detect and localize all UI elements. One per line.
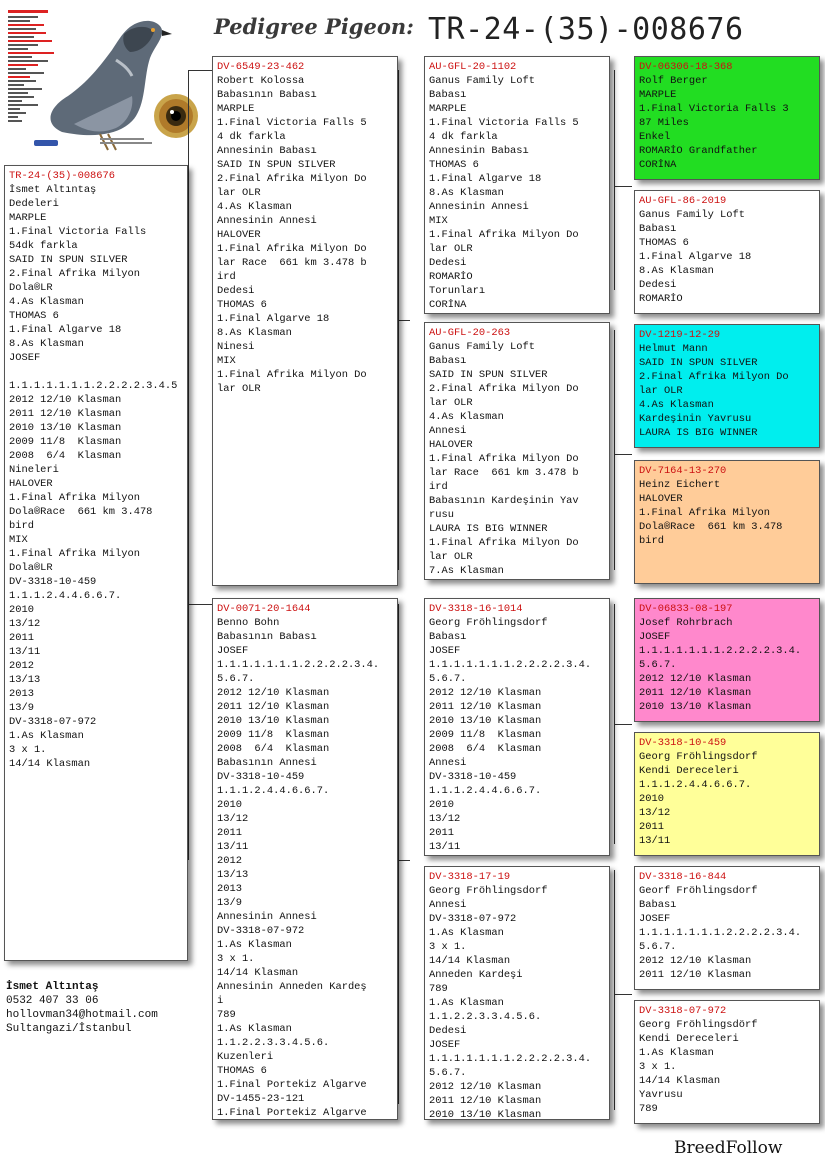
ring-id: DV-3318-16-844	[639, 871, 727, 883]
pedigree-line: Robert Kolossa	[217, 75, 305, 87]
pedigree-line: 13/9	[9, 702, 34, 714]
pedigree-line: ird	[429, 481, 448, 493]
pedigree-line: Georg Fröhlingsdörf	[639, 1019, 758, 1031]
pedigree-line: Enkel	[639, 131, 671, 143]
page-title-label: Pedigree Pigeon:	[214, 14, 414, 39]
pedigree-line: Heinz Eichert	[639, 479, 721, 491]
pedigree-line: bird	[639, 535, 664, 547]
pedigree-line: 2010 13/10 Klasman	[217, 715, 330, 727]
pedigree-line: THOMAS 6	[217, 299, 267, 311]
pedigree-box-gg7[interactable]	[634, 866, 820, 990]
pedigree-line: 5.6.7.	[639, 941, 677, 953]
pedigree-line: 3 x 1.	[9, 744, 47, 756]
pedigree-line: 5.6.7.	[429, 1067, 467, 1079]
pedigree-line: Kardeşinin Yavrusu	[639, 413, 752, 425]
pedigree-line: DV-3318-07-972	[9, 716, 97, 728]
pedigree-line: 789	[639, 1103, 658, 1115]
pedigree-line: 1.As Klasman	[9, 730, 84, 742]
pedigree-line: Annesinin Babası	[217, 145, 317, 157]
pedigree-line: HALOVER	[429, 439, 473, 451]
pedigree-line: lar Race 661 km 3.478 b	[429, 467, 579, 479]
pedigree-line: 1.Final Algarve 18	[9, 324, 122, 336]
pedigree-line: Benno Bohn	[217, 617, 280, 629]
pedigree-line: 2011 12/10 Klasman	[639, 687, 752, 699]
pedigree-line: Annesinin Annesi	[217, 215, 317, 227]
pedigree-line: 2012 12/10 Klasman	[217, 687, 330, 699]
pedigree-line: 13/12	[9, 618, 41, 630]
owner-name: İsmet Altıntaş	[6, 981, 99, 993]
pedigree-line: 5.6.7.	[217, 673, 255, 685]
pedigree-line: Dedesi	[429, 257, 467, 269]
connector-gg-2-mid	[614, 454, 632, 455]
pedigree-box-subject[interactable]	[4, 165, 188, 961]
pedigree-line: 2010	[217, 799, 242, 811]
pedigree-line: JOSEF	[9, 352, 41, 364]
pedigree-line: Annesinin Anneden Kardeş	[217, 981, 367, 993]
pedigree-line: JOSEF	[639, 913, 671, 925]
watermark-text	[34, 138, 152, 146]
pedigree-line: 5.6.7.	[429, 673, 467, 685]
pedigree-line: 14/14 Klasman	[429, 955, 511, 967]
connector-subject-parents	[188, 70, 201, 860]
thumbnail-lines	[8, 10, 54, 122]
pedigree-line: HALOVER	[217, 229, 261, 241]
pedigree-line: MARPLE	[217, 103, 255, 115]
pedigree-line: Babası	[429, 631, 467, 643]
pedigree-line: 2011	[639, 821, 664, 833]
pedigree-line: Babasının Babası	[217, 89, 317, 101]
pedigree-line: Annesi	[429, 425, 467, 437]
pedigree-line: 2012	[9, 660, 34, 672]
pedigree-line: JOSEF	[429, 1039, 461, 1051]
pedigree-line: 13/12	[639, 807, 671, 819]
pedigree-line: MIX	[9, 534, 28, 546]
ring-id: DV-3318-16-1014	[429, 603, 523, 615]
ring-id: DV-3318-17-19	[429, 871, 511, 883]
pedigree-line: Babası	[639, 899, 677, 911]
pedigree-line: 1.1.1.1.1.1.1.2.2.2.2.3.4.	[429, 659, 592, 671]
pedigree-line: JOSEF	[429, 645, 461, 657]
pedigree-line: 13/11	[217, 841, 249, 853]
pedigree-line: 1.Final Afrika Milyon Do	[217, 369, 367, 381]
pedigree-line: Annesi	[429, 757, 467, 769]
pedigree-line: JOSEF	[217, 645, 249, 657]
connector-gg-3-mid	[614, 724, 632, 725]
pedigree-line: 1.Final Afrika Milyon	[639, 507, 770, 519]
pedigree-line: 87 Miles	[639, 117, 689, 129]
owner-email: hollovman34@hotmail.com	[6, 1009, 158, 1021]
connector-dam-children	[398, 604, 411, 1104]
pedigree-line: lar OLR	[217, 383, 261, 395]
page-title-ring-number: TR-24-(35)-008676	[428, 12, 744, 47]
pedigree-line: 1.1.1.1.1.1.1.2.2.2.2.3.4.	[639, 645, 802, 657]
pedigree-line: MIX	[217, 355, 236, 367]
pedigree-line	[9, 365, 183, 379]
pedigree-line: Ganus Family Loft	[639, 209, 746, 221]
pedigree-line: 1.As Klasman	[217, 1023, 292, 1035]
pedigree-line: 2012	[217, 855, 242, 867]
pedigree-line: 2008 6/4 Klasman	[9, 450, 122, 462]
pedigree-line: Yavrusu	[639, 1089, 683, 1101]
connector-gg-4	[614, 870, 633, 1110]
pedigree-box-sire[interactable]	[212, 56, 398, 586]
pedigree-line: 1.1.1.2.4.4.6.6.7.	[217, 785, 330, 797]
pedigree-line: 14/14 Klasman	[639, 1075, 721, 1087]
pedigree-line: SAID IN SPUN SILVER	[429, 369, 548, 381]
pedigree-line: 2010 13/10 Klasman	[429, 715, 542, 727]
pedigree-line: DV-3318-07-972	[217, 925, 305, 937]
pedigree-line: CORİNA	[429, 299, 467, 311]
pedigree-box-dam-sire[interactable]	[424, 598, 610, 856]
pedigree-line: Babasının Kardeşinin Yav	[429, 495, 579, 507]
pedigree-line: 2009 11/8 Klasman	[217, 729, 330, 741]
pedigree-line: 54dk farkla	[9, 240, 78, 252]
pedigree-line: 1.1.1.1.1.1.1.2.2.2.2.3.4.5	[9, 380, 178, 392]
pedigree-line: Ganus Family Loft	[429, 341, 536, 353]
pedigree-line: 1.Final Afrika Milyon Do	[217, 243, 367, 255]
pedigree-line: 2.Final Afrika Milyon Do	[217, 173, 367, 185]
pedigree-line: Dedesi	[429, 1025, 467, 1037]
pedigree-line: Annesinin Babası	[429, 145, 529, 157]
pedigree-line: 4.As Klasman	[429, 411, 504, 423]
pedigree-line: 1.As Klasman	[429, 927, 504, 939]
pedigree-line: İsmet Altıntaş	[9, 184, 97, 196]
ring-id: DV-1219-12-29	[639, 329, 721, 341]
pedigree-line: 1.1.1.2.4.4.6.6.7.	[9, 590, 122, 602]
pedigree-box-gg4[interactable]	[634, 460, 820, 584]
pedigree-line: 1.Final Victoria Falls 5	[217, 117, 367, 129]
pedigree-line: Georg Fröhlingsdorf	[429, 885, 548, 897]
pedigree-line: 1.Final Victoria Falls 5	[429, 117, 579, 129]
ring-id: DV-3318-07-972	[639, 1005, 727, 1017]
pedigree-line: 1.1.1.1.1.1.1.2.2.2.2.3.4.	[639, 927, 802, 939]
ring-id: DV-0071-20-1644	[217, 603, 311, 615]
pedigree-line: 2011 12/10 Klasman	[429, 1095, 542, 1107]
pedigree-line: SAID IN SPUN SILVER	[9, 254, 128, 266]
pedigree-line: 1.Final Afrika Milyon Do	[429, 537, 579, 549]
pedigree-line: Dola®Race 661 km 3.478	[639, 521, 783, 533]
pedigree-line: Annesinin Annesi	[429, 201, 529, 213]
pedigree-line: Dola®Race 661 km 3.478	[9, 506, 153, 518]
pedigree-line: Josef Rohrbrach	[639, 617, 733, 629]
pedigree-line: 3 x 1.	[639, 1061, 677, 1073]
pedigree-line: 2.Final Afrika Milyon	[9, 268, 140, 280]
pedigree-line: 5.6.7.	[639, 659, 677, 671]
owner-phone: 0532 407 33 06	[6, 995, 99, 1007]
pedigree-line: 1.1.1.1.1.1.1.2.2.2.2.3.4.	[429, 1053, 592, 1065]
pedigree-line: MIX	[429, 215, 448, 227]
pedigree-box-gg5[interactable]	[634, 598, 820, 722]
pigeon-illustration	[4, 4, 200, 156]
pedigree-line: 1.Final Afrika Milyon	[9, 492, 140, 504]
pedigree-line: 1.Final Algarve 18	[217, 313, 330, 325]
pedigree-line: 2011	[217, 827, 242, 839]
pedigree-line: 2012 12/10 Klasman	[639, 673, 752, 685]
pedigree-line: 2011 12/10 Klasman	[9, 408, 122, 420]
connector-gg-4-mid	[614, 994, 632, 995]
pedigree-line: Helmut Mann	[639, 343, 708, 355]
pedigree-line: 1.1.2.2.3.3.4.5.6.	[429, 1011, 542, 1023]
pedigree-line: Anneden Kardeşi	[429, 969, 523, 981]
pedigree-line: 13/11	[429, 841, 461, 853]
pedigree-line: DV-3318-10-459	[217, 771, 305, 783]
pedigree-line: lar OLR	[429, 397, 473, 409]
pedigree-line: 4.As Klasman	[9, 296, 84, 308]
pedigree-line: 2012 12/10 Klasman	[639, 955, 752, 967]
pedigree-line: 1.1.1.2.4.4.6.6.7.	[429, 785, 542, 797]
ring-id: AU-GFL-20-1102	[429, 61, 517, 73]
pedigree-box-sire-dam[interactable]	[424, 322, 610, 580]
pedigree-line: 3 x 1.	[217, 953, 255, 965]
pedigree-line: bird	[9, 520, 34, 532]
pedigree-line: THOMAS 6	[9, 310, 59, 322]
pedigree-line: 2009 11/8 Klasman	[429, 729, 542, 741]
pedigree-line: 2012 12/10 Klasman	[429, 1081, 542, 1093]
pedigree-box-gg3[interactable]	[634, 324, 820, 448]
pedigree-line: Babası	[429, 89, 467, 101]
pedigree-line: 2010 13/10 Klasman	[9, 422, 122, 434]
pedigree-line: Torunları	[429, 285, 486, 297]
pedigree-line: 13/12	[217, 813, 249, 825]
pedigree-line: 2011 12/10 Klasman	[639, 969, 752, 981]
connector-sire-mid	[398, 320, 410, 321]
pedigree-line: Babası	[429, 355, 467, 367]
ring-id: AU-GFL-20-263	[429, 327, 511, 339]
pedigree-line: 2013	[9, 688, 34, 700]
connector-vertical-dam-branch	[200, 604, 212, 605]
pedigree-line: LAURA IS BIG WINNER	[429, 523, 548, 535]
pedigree-line: Kendi Dereceleri	[639, 1033, 739, 1045]
pedigree-line: HALOVER	[9, 478, 53, 490]
brand-footer: BreedFollow	[674, 1138, 783, 1158]
pedigree-line: Dedesi	[639, 279, 677, 291]
pedigree-box-gg6[interactable]	[634, 732, 820, 856]
pedigree-line: 1.1.1.2.4.4.6.6.7.	[639, 779, 752, 791]
pedigree-line: 1.Final Algarve 18	[429, 173, 542, 185]
pedigree-line: Ganus Family Loft	[429, 75, 536, 87]
pedigree-line: 1.Final Victoria Falls	[9, 226, 147, 238]
pedigree-line: Babasının Babası	[217, 631, 317, 643]
ring-id: DV-7164-13-270	[639, 465, 727, 477]
pedigree-line: 14/14 Klasman	[9, 758, 91, 770]
pedigree-line: Dedeleri	[9, 198, 59, 210]
pedigree-line: SAID IN SPUN SILVER	[639, 357, 758, 369]
pedigree-box-sire-sire[interactable]	[424, 56, 610, 314]
pedigree-line: lar OLR	[429, 551, 473, 563]
connector-to-dam	[188, 604, 200, 605]
pedigree-line: JOSEF	[639, 631, 671, 643]
pedigree-line: DV-1455-23-121	[217, 1093, 305, 1105]
pedigree-line: ROMARİO Grandfather	[639, 145, 758, 157]
connector-gg-1-mid	[614, 186, 632, 187]
pedigree-line: 4.As Klasman	[217, 201, 292, 213]
pedigree-line: 8.As Klasman	[429, 187, 504, 199]
owner-contact-block	[6, 980, 158, 1036]
pedigree-line: 2011 12/10 Klasman	[429, 701, 542, 713]
pedigree-line: ROMARİO	[639, 293, 683, 305]
pedigree-line: 8.As Klasman	[9, 338, 84, 350]
owner-city: Sultangazi/İstanbul	[6, 1023, 132, 1035]
pedigree-line: Babasının Annesi	[217, 757, 317, 769]
pedigree-line: lar OLR	[429, 243, 473, 255]
pedigree-box-dam[interactable]	[212, 598, 398, 1120]
pedigree-line: 13/13	[217, 869, 249, 881]
ring-id: DV-6549-23-462	[217, 61, 305, 73]
pedigree-line: Annesinin Annesi	[217, 911, 317, 923]
pedigree-line: 1.As Klasman	[639, 1047, 714, 1059]
ring-id: DV-06833-08-197	[639, 603, 733, 615]
pedigree-line: Annesi	[429, 899, 467, 911]
pedigree-line: LAURA IS BIG WINNER	[639, 427, 758, 439]
pedigree-line: Kendi Dereceleri	[639, 765, 739, 777]
pedigree-line: 14/14 Klasman	[217, 967, 299, 979]
pedigree-line: 789	[429, 983, 448, 995]
pedigree-line: 2008 6/4 Klasman	[429, 743, 542, 755]
pedigree-line: 13/11	[9, 646, 41, 658]
ring-id: DV-3318-10-459	[639, 737, 727, 749]
pedigree-line: 2.Final Afrika Milyon Do	[429, 383, 579, 395]
connector-to-sire	[188, 70, 200, 71]
pedigree-line: Nineleri	[9, 464, 59, 476]
pedigree-line: i	[217, 995, 224, 1007]
pedigree-line: Babası	[639, 223, 677, 235]
pedigree-line: ird	[217, 271, 236, 283]
pedigree-line: Dedesi	[217, 285, 255, 297]
pedigree-line: Georg Fröhlingsdorf	[639, 751, 758, 763]
ring-id: DV-06306-18-368	[639, 61, 733, 73]
pedigree-line: 3 x 1.	[429, 941, 467, 953]
connector-gg-1	[614, 70, 633, 290]
pedigree-line: 1.1.1.1.1.1.1.2.2.2.2.3.4.	[217, 659, 380, 671]
pedigree-line: 1.Final Afrika Milyon	[9, 548, 140, 560]
pedigree-line: lar OLR	[217, 187, 261, 199]
pedigree-line: 2012 12/10 Klasman	[429, 687, 542, 699]
pedigree-line: 4 dk farkla	[217, 131, 286, 143]
ring-id: AU-GFL-86-2019	[639, 195, 727, 207]
pedigree-line: lar Race 661 km 3.478 b	[217, 257, 367, 269]
pedigree-line: rusu	[429, 509, 454, 521]
pedigree-line: Georg Fröhlingsdorf	[429, 617, 548, 629]
pedigree-line: lar OLR	[639, 385, 683, 397]
pigeon-logo-image	[4, 4, 200, 156]
pedigree-line: THOMAS 6	[429, 159, 479, 171]
pedigree-line: 13/13	[9, 674, 41, 686]
pedigree-line: 8.As Klasman	[217, 327, 292, 339]
pedigree-line: 13/9	[217, 897, 242, 909]
pedigree-line: 2010	[9, 604, 34, 616]
pedigree-line: Dola®LR	[9, 562, 53, 574]
connector-dam-mid	[398, 860, 410, 861]
pigeon-shape	[51, 21, 172, 150]
pedigree-line: 2009 11/8 Klasman	[9, 436, 122, 448]
pedigree-line: MARPLE	[639, 89, 677, 101]
pedigree-line: 2011	[9, 632, 34, 644]
pedigree-line: SAID IN SPUN SILVER	[217, 159, 336, 171]
pedigree-line: 2010 13/10 Klasman	[429, 1109, 542, 1120]
pedigree-line: 1.Final Victoria Falls 3	[639, 103, 789, 115]
pedigree-line: DV-3318-07-972	[429, 913, 517, 925]
pedigree-line: THOMAS 6	[639, 237, 689, 249]
pedigree-line: Dola®LR	[9, 282, 53, 294]
pedigree-line: 1.Final Afrika Milyon Do	[429, 453, 579, 465]
pedigree-line: 1.As Klasman	[217, 939, 292, 951]
ring-id: TR-24-(35)-008676	[9, 170, 116, 182]
pedigree-line: 2010	[429, 799, 454, 811]
pedigree-line: 1.Final Afrika Milyon Do	[429, 229, 579, 241]
pedigree-line: 2011 12/10 Klasman	[217, 701, 330, 713]
pedigree-line: 1.1.2.2.3.3.4.5.6.	[217, 1037, 330, 1049]
pedigree-line: HALOVER	[639, 493, 683, 505]
pedigree-line: DV-3318-10-459	[429, 771, 517, 783]
pedigree-line: 2013	[217, 883, 242, 895]
pedigree-line: 13/12	[429, 813, 461, 825]
pedigree-line: 13/11	[639, 835, 671, 847]
pedigree-line: 789	[217, 1009, 236, 1021]
pedigree-box-gg8[interactable]	[634, 1000, 820, 1124]
pedigree-line: Georf Fröhlingsdorf	[639, 885, 758, 897]
pedigree-line: 1.Final Portekiz Algarve	[217, 1107, 367, 1119]
pedigree-box-dam-dam[interactable]	[424, 866, 610, 1120]
pedigree-box-gg1[interactable]	[634, 56, 820, 180]
pedigree-line: DV-3318-10-459	[9, 576, 97, 588]
connector-gg-2	[614, 330, 633, 570]
connector-vertical-sire-branch	[200, 70, 212, 71]
pedigree-line: 7.As Klasman	[429, 565, 504, 577]
pedigree-line: 1.Final Algarve 18	[639, 251, 752, 263]
pedigree-line: ROMARİO	[429, 271, 473, 283]
pedigree-line: MARPLE	[9, 212, 47, 224]
pedigree-line: 2.Final Afrika Milyon Do	[639, 371, 789, 383]
pedigree-line: 2010	[639, 793, 664, 805]
pedigree-line: Rolf Berger	[639, 75, 708, 87]
pedigree-line: Kuzenleri	[217, 1051, 274, 1063]
pedigree-line: 1.As Klasman	[429, 997, 504, 1009]
pedigree-line: 4 dk farkla	[429, 131, 498, 143]
pedigree-line: 1.Final Portekiz Algarve	[217, 1079, 367, 1091]
pedigree-line: 2008 6/4 Klasman	[217, 743, 330, 755]
pedigree-line: 2010 13/10 Klasman	[639, 701, 752, 713]
pedigree-line: Ninesi	[217, 341, 255, 353]
pedigree-line: MARPLE	[429, 103, 467, 115]
pedigree-line: 2011	[429, 827, 454, 839]
pedigree-line: CORİNA	[639, 159, 677, 171]
pedigree-line: THOMAS 6	[217, 1065, 267, 1077]
pedigree-box-gg2[interactable]	[634, 190, 820, 314]
pedigree-line: 2012 12/10 Klasman	[9, 394, 122, 406]
pedigree-line: 8.As Klasman	[639, 265, 714, 277]
pedigree-line: 4.As Klasman	[639, 399, 714, 411]
